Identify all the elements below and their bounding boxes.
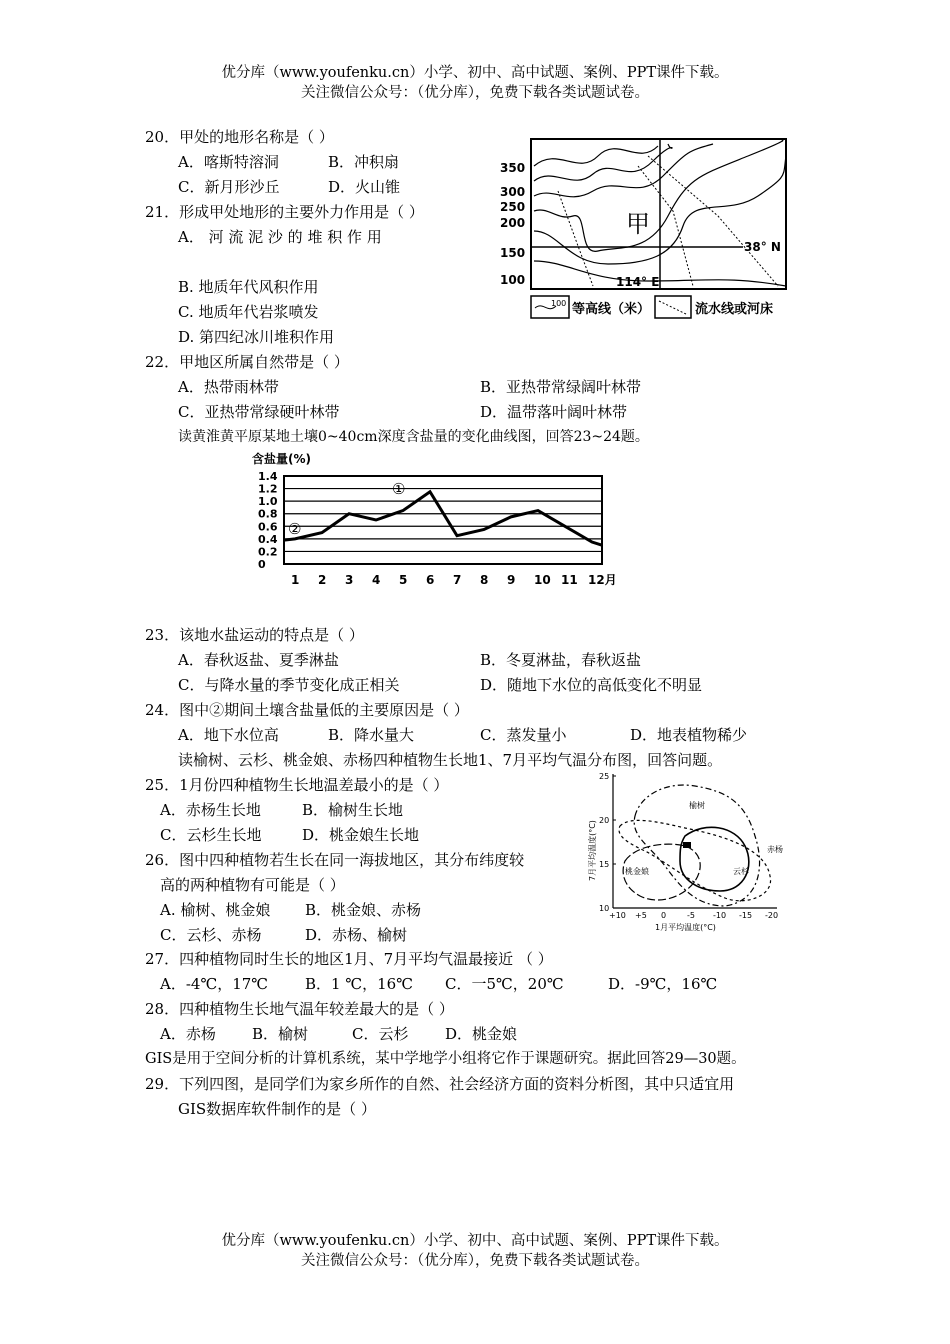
q27-option-d: D．-9℃，16℃ (608, 975, 718, 993)
gis-intro: GIS是用于空间分析的计算机系统，某中学地学小组将它作于课题研究。据此回答29—30题。 (145, 1051, 746, 1067)
q21-stem: 21．形成甲处地形的主要外力作用是（ ） (145, 203, 424, 221)
label-jia: 甲 (626, 210, 650, 238)
intro-23-24: 读黄淮黄平原某地土壤0~40cm深度含盐量的变化曲线图，回答23~24题。 (178, 429, 649, 445)
q23-option-d: D．随地下水位的高低变化不明显 (480, 676, 703, 694)
q22-option-b: B．亚热带常绿阔叶林带 (480, 378, 642, 396)
salt-x-tick: 5 (399, 573, 408, 587)
salt-x-tick: 1 (291, 573, 300, 587)
salt-x-tick: 10 (534, 573, 551, 587)
temp-x-tick: -20 (765, 911, 779, 920)
topographic-map (498, 136, 790, 322)
q25-option-c: C．云杉生长地 (160, 826, 262, 844)
q21-option-a: A． 河 流 泥 沙 的 堆 积 作 用 (178, 228, 382, 246)
temp-y-tick: 15 (599, 860, 610, 869)
salt-series-line (284, 492, 602, 545)
q28-stem: 28．四种植物生长地气温年较差最大的是（ ） (145, 1000, 454, 1018)
salt-x-tick: 12月 (588, 573, 617, 587)
temp-x-tick: -10 (713, 911, 727, 920)
footer-line-1: 优分库（www.youfenku.cn）小学、初中、高中试题、案例、PPT课件下载。 (221, 1233, 729, 1249)
temp-x-tick: 0 (661, 911, 667, 920)
q26-option-a: A. 榆树、桃金娘 (160, 901, 271, 919)
q22-option-d: D．温带落叶阔叶林带 (480, 403, 628, 421)
salt-mark-2: ② (288, 520, 302, 538)
temp-x-tick: -5 (687, 911, 695, 920)
salt-y-tick: 0.8 (258, 507, 278, 521)
longitude-label: 114° E (616, 275, 660, 289)
q25-option-a: A．赤杨生长地 (160, 801, 261, 819)
salt-x-tick: 3 (345, 573, 354, 587)
temp-x-tick: -15 (739, 911, 753, 920)
salt-mark-1: ① (392, 480, 406, 498)
q24-option-b: B．降水量大 (328, 726, 415, 744)
salt-x-tick: 4 (372, 573, 381, 587)
q20-option-a: A．喀斯特溶洞 (178, 153, 279, 171)
salt-y-tick: 1.4 (258, 470, 278, 483)
contour-label-250: 250 (500, 200, 526, 214)
q20-option-c: C．新月形沙丘 (178, 178, 280, 196)
salt-x-tick: 8 (480, 573, 489, 587)
temp-x-tick: +5 (635, 911, 647, 920)
salt-x-tick: 6 (426, 573, 435, 587)
salt-x-tick: 7 (453, 573, 462, 587)
q23-stem: 23．该地水盐运动的特点是（ ） (145, 626, 364, 644)
q28-option-b: B．榆树 (252, 1025, 309, 1043)
q24-stem: 24．图中②期间土壤含盐量低的主要原因是（ ） (145, 701, 469, 719)
q21-option-c: C. 地质年代岩浆喷发 (178, 303, 319, 321)
contour-label-150: 150 (500, 246, 526, 260)
legend-river-label: 流水线或河床 (695, 302, 774, 317)
contour-label-200: 200 (500, 216, 526, 230)
salt-y-tick: 0.2 (258, 545, 278, 559)
q26-stem-2: 高的两种植物有可能是（ ） (160, 876, 345, 894)
salt-x-tick: 11 (561, 573, 578, 587)
legend-contour-value: 100 (551, 299, 567, 308)
q26-option-c: C．云杉、赤杨 (160, 926, 262, 944)
contour-label-100: 100 (500, 273, 526, 287)
latitude-label: 38° N (744, 240, 781, 254)
q28-option-d: D．桃金娘 (445, 1025, 518, 1043)
q20-option-d: D．火山锥 (328, 178, 401, 196)
temp-chart-ylabel: 7月平均温度(°C) (588, 820, 597, 881)
header-line-1: 优分库（www.youfenku.cn）小学、初中、高中试题、案例、PPT课件下载。 (221, 65, 729, 81)
salt-x-tick: 2 (318, 573, 327, 587)
q22-option-c: C．亚热带常绿硬叶林带 (178, 403, 340, 421)
salt-y-tick: 0 (258, 558, 266, 571)
label-yunshan: 云杉 (733, 867, 749, 876)
q26-stem-1: 26．图中四种植物若生长在同一海拔地区，其分布纬度较 (145, 851, 525, 869)
q24-option-d: D．地表植物稀少 (630, 726, 748, 744)
q22-stem: 22．甲地区所属自然带是（ ） (145, 353, 349, 371)
footer-line-2: 关注微信公众号：（优分库），免费下载各类试题试卷。 (301, 1253, 649, 1269)
q29-stem-2: GIS数据库软件制作的是（ ） (178, 1100, 376, 1118)
q24-option-a: A．地下水位高 (178, 726, 279, 744)
temp-x-tick: +10 (609, 911, 626, 920)
q21-option-d: D. 第四纪冰川堆积作用 (178, 328, 335, 346)
q23-option-a: A．春秋返盐、夏季淋盐 (178, 651, 339, 669)
q25-stem: 25．1月份四种植物生长地温差最小的是（ ） (145, 776, 449, 794)
header-line-2: 关注微信公众号：（优分库），免费下载各类试题试卷。 (301, 85, 649, 101)
salt-y-tick: 1.0 (258, 495, 278, 509)
q28-option-a: A．赤杨 (160, 1025, 216, 1043)
contour-label-350: 350 (500, 161, 526, 175)
q21-option-b: B. 地质年代风积作用 (178, 278, 319, 296)
q26-option-b: B．桃金娘、赤杨 (305, 901, 422, 919)
label-yushu: 榆树 (689, 801, 705, 810)
q28-option-c: C．云杉 (352, 1025, 409, 1043)
q27-stem: 27．四种植物同时生长的地区1月、7月平均气温最接近 （ ） (145, 950, 553, 968)
temp-y-tick: 10 (599, 904, 610, 913)
q27-option-a: A．-4℃，17℃ (160, 975, 269, 993)
salt-y-tick: 0.4 (258, 532, 278, 546)
q29-stem-1: 29．下列四图，是同学们为家乡所作的自然、社会经济方面的资料分析图，其中只适宜用 (145, 1075, 735, 1093)
q22-option-a: A．热带雨林带 (178, 378, 279, 396)
intro-25: 读榆树、云杉、桃金娘、赤杨四种植物生长地1、7月平均气温分布图，回答问题。 (178, 751, 723, 769)
q25-option-d: D．桃金娘生长地 (302, 826, 420, 844)
q23-option-b: B．冬夏淋盐，春秋返盐 (480, 651, 642, 669)
salt-y-tick: 1.2 (258, 482, 278, 496)
q24-option-c: C．蒸发量小 (480, 726, 567, 744)
q27-option-b: B．1 ℃，16℃ (305, 975, 413, 993)
salt-content-chart (248, 450, 628, 590)
label-chiyang: 赤杨 (767, 845, 783, 854)
contour-label-300: 300 (500, 185, 526, 199)
temp-y-tick: 20 (599, 816, 610, 825)
temp-y-tick: 25 (599, 772, 610, 781)
label-taojinniang: 桃金娘 (625, 867, 649, 876)
q23-option-c: C．与降水量的季节变化成正相关 (178, 676, 400, 694)
salt-chart-ylabel: 含盐量(%) (252, 452, 311, 466)
salt-y-tick: 0.6 (258, 520, 278, 534)
legend-contour-label: 等高线（米） (572, 302, 651, 317)
q27-option-c: C．一5℃，20℃ (445, 975, 564, 993)
temp-chart-xlabel: 1月平均温度(°C) (655, 923, 716, 932)
q25-option-b: B．榆树生长地 (302, 801, 404, 819)
salt-x-tick: 9 (507, 573, 516, 587)
temperature-distribution-chart (585, 766, 785, 938)
q20-option-b: B．冲积扇 (328, 153, 400, 171)
q26-option-d: D．赤杨、榆树 (305, 926, 408, 944)
q20-stem: 20．甲处的地形名称是（ ） (145, 128, 334, 146)
